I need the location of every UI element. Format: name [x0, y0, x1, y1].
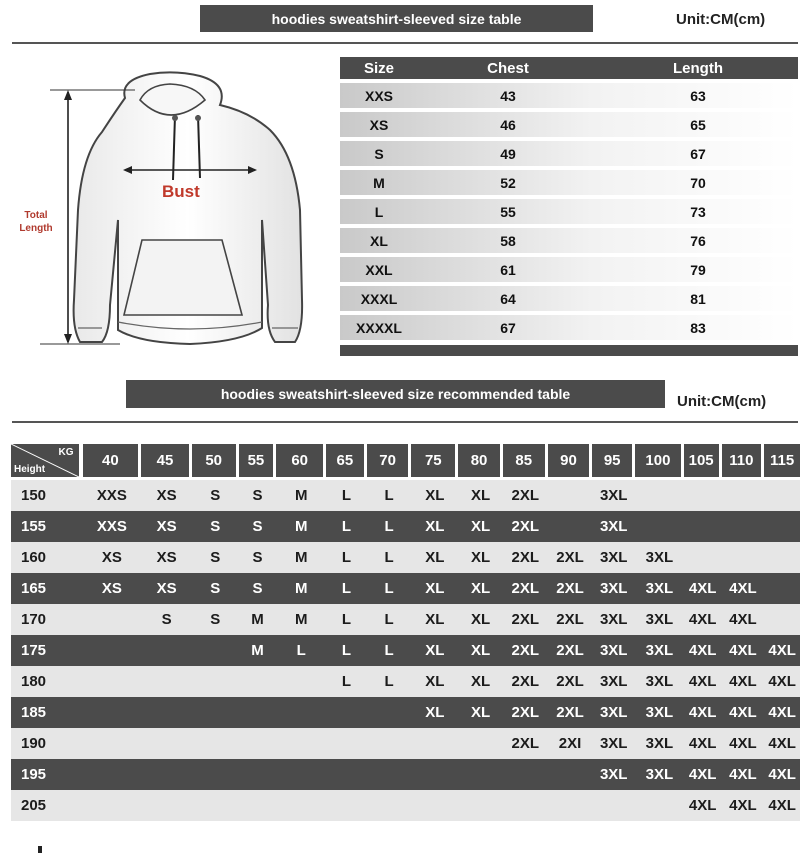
size-recommendation-cell: XS — [101, 580, 122, 597]
size-recommendation-cell: XL — [425, 518, 445, 535]
size-recommendation-cell: 3XL — [645, 611, 674, 628]
size-recommendation-cell: 3XL — [599, 518, 628, 535]
header-chest: Chest — [487, 59, 529, 77]
size-chart-row — [340, 286, 798, 311]
height-cell: 190 — [21, 735, 47, 752]
size-recommendation-cell: 3XL — [599, 673, 628, 690]
size-recommendation-cell: L — [341, 642, 351, 659]
size-recommendation-cell: 2XL — [511, 673, 540, 690]
length-cell: 83 — [690, 319, 706, 336]
recommended-table-row — [11, 511, 800, 542]
height-cell: 150 — [21, 487, 47, 504]
weight-header-cell: 85 — [503, 444, 545, 477]
size-recommendation-cell: 4XL — [688, 797, 717, 814]
weight-header-cell: 75 — [411, 444, 455, 477]
size-recommendation-cell: 2XL — [511, 549, 540, 566]
size-recommendation-cell: 4XL — [688, 673, 717, 690]
size-recommendation-cell: 2XL — [556, 642, 584, 659]
size-recommendation-cell: XL — [425, 642, 445, 659]
height-cell: 170 — [21, 611, 47, 628]
chest-cell: 49 — [500, 145, 516, 162]
chest-cell: 52 — [500, 174, 516, 191]
size-recommendation-cell: XXS — [96, 518, 127, 535]
size-recommendation-cell: 4XL — [768, 642, 796, 659]
size-recommendation-cell: S — [252, 549, 263, 566]
size-recommendation-cell: XL — [470, 642, 491, 659]
size-recommendation-cell: L — [384, 611, 394, 628]
size-recommendation-cell: S — [252, 487, 263, 504]
size-recommendation-cell: S — [210, 518, 221, 535]
header-length: Length — [673, 59, 723, 77]
size-recommendation-cell: XS — [156, 518, 177, 535]
size-recommendation-cell: 3XL — [599, 580, 628, 597]
size-recommendation-cell: XS — [156, 487, 177, 504]
size-recommendation-cell: L — [384, 580, 394, 597]
weight-header-cell: 110 — [722, 444, 762, 477]
weight-header-cell: 90 — [548, 444, 590, 477]
weight-header-cell: 80 — [458, 444, 500, 477]
recommended-table-row — [11, 790, 800, 821]
size-cell: XS — [369, 116, 389, 133]
size-chart-row — [340, 141, 798, 166]
size-recommendation-cell: M — [294, 518, 308, 535]
chest-cell: 61 — [500, 261, 516, 278]
size-chart-row — [340, 199, 798, 224]
chest-cell: 58 — [500, 232, 516, 249]
size-recommendation-cell: 4XL — [688, 611, 717, 628]
weight-header-cell: 40 — [83, 444, 139, 477]
size-recommendation-cell: 4XL — [768, 797, 796, 814]
size-recommendation-cell: M — [294, 549, 308, 566]
bust-label: Bust — [162, 182, 200, 201]
height-cell: 175 — [21, 642, 47, 659]
size-table-title-text: hoodies sweatshirt-sleeved size table — [271, 10, 522, 27]
size-recommendation-cell: 4XL — [729, 766, 757, 783]
top-divider — [12, 42, 798, 44]
size-cell: L — [374, 203, 384, 220]
length-cell: 65 — [690, 116, 706, 133]
size-recommendation-cell: S — [210, 580, 221, 597]
size-recommendation-cell: 2XL — [511, 735, 540, 752]
size-recommendation-cell: XL — [470, 704, 491, 721]
size-recommendation-cell: L — [341, 673, 351, 690]
recommended-table-row — [11, 666, 800, 697]
size-recommendation-cell: XS — [156, 549, 177, 566]
size-recommendation-cell: 2XI — [558, 735, 582, 752]
size-table-title — [200, 5, 593, 32]
size-recommendation-cell: M — [251, 642, 264, 659]
size-chart-footer-bar — [340, 345, 798, 356]
chest-cell: 43 — [500, 87, 516, 104]
height-cell: 195 — [21, 766, 47, 783]
recommended-table-header — [11, 444, 800, 477]
size-recommendation-cell: 3XL — [599, 642, 628, 659]
length-cell: 81 — [690, 290, 706, 307]
size-recommendation-cell: S — [252, 518, 263, 535]
recommended-table-row — [11, 480, 800, 511]
size-recommendation-cell: 2XL — [556, 611, 584, 628]
size-recommendation-cell: 4XL — [729, 797, 757, 814]
size-recommendation-cell: 4XL — [768, 704, 796, 721]
size-recommendation-cell: L — [384, 518, 394, 535]
corner-height-label: Height — [14, 464, 46, 475]
size-cell: XXXL — [360, 290, 398, 307]
size-recommendation-cell: XL — [470, 580, 491, 597]
total-length-label-line1: Total — [24, 210, 48, 221]
total-length-label-line2: Length — [19, 223, 53, 234]
size-cell: XXS — [364, 87, 393, 104]
size-recommendation-cell: 3XL — [599, 487, 628, 504]
height-cell: 155 — [21, 518, 47, 535]
size-recommendation-cell: 2XL — [556, 580, 584, 597]
size-recommendation-cell: 3XL — [645, 735, 674, 752]
size-recommendation-cell: XL — [425, 611, 445, 628]
size-cell: M — [373, 174, 385, 191]
size-chart-row — [340, 112, 798, 137]
size-recommendation-cell: XXS — [96, 487, 127, 504]
height-cell: 185 — [21, 704, 47, 721]
size-recommendation-cell: 3XL — [645, 766, 674, 783]
size-recommendation-cell: 4XL — [688, 704, 717, 721]
size-recommendation-cell: 4XL — [768, 766, 796, 783]
decorative-dot — [38, 846, 42, 853]
length-cell: 73 — [690, 203, 706, 220]
weight-header-cell: 115 — [764, 444, 800, 477]
height-cell: 205 — [21, 797, 47, 814]
size-cell: XXL — [365, 261, 393, 278]
size-recommendation-cell: L — [296, 642, 306, 659]
recommended-table-row — [11, 604, 800, 635]
size-recommendation-cell: 4XL — [729, 642, 757, 659]
recommended-table-unit: Unit:CM(cm) — [677, 393, 767, 410]
size-recommendation-cell: L — [341, 611, 351, 628]
size-recommendation-cell: XL — [470, 518, 491, 535]
recommended-table-row — [11, 728, 800, 759]
size-recommendation-cell: XL — [425, 673, 445, 690]
size-chart-row — [340, 228, 798, 253]
size-recommendation-cell: S — [210, 487, 221, 504]
size-recommendation-cell: 4XL — [729, 735, 757, 752]
size-recommendation-cell: S — [210, 611, 221, 628]
size-recommendation-cell: 2XL — [511, 704, 540, 721]
size-recommendation-cell: L — [341, 549, 351, 566]
size-recommendation-cell: 3XL — [599, 766, 628, 783]
size-table-unit: Unit:CM(cm) — [676, 11, 766, 28]
weight-header-cell: 95 — [592, 444, 632, 477]
size-chart-body — [340, 83, 798, 340]
length-cell: 70 — [690, 174, 706, 191]
height-cell: 165 — [21, 580, 47, 597]
size-recommendation-cell: 2XL — [511, 611, 540, 628]
middle-divider — [12, 421, 798, 423]
size-chart-header — [340, 57, 798, 79]
recommended-table-row — [11, 635, 800, 666]
size-cell: S — [374, 145, 384, 162]
size-recommendation-cell: L — [384, 487, 394, 504]
size-recommendation-cell: 4XL — [688, 580, 717, 597]
size-recommendation-cell: 4XL — [688, 735, 717, 752]
size-recommendation-cell: XS — [101, 549, 122, 566]
length-cell: 79 — [690, 261, 706, 278]
length-cell: 67 — [690, 145, 706, 162]
size-recommendation-cell: 2XL — [556, 549, 584, 566]
weight-header-cell: 60 — [276, 444, 323, 477]
weight-header-cell: 55 — [239, 444, 274, 477]
length-cell: 63 — [690, 87, 706, 104]
size-recommendation-cell: 2XL — [511, 518, 540, 535]
size-recommendation-cell: 3XL — [645, 642, 674, 659]
recommended-table-row — [11, 759, 800, 790]
length-cell: 76 — [690, 232, 706, 249]
total-length-label — [12, 209, 60, 235]
chest-cell: 46 — [500, 116, 516, 133]
size-recommendation-cell: 4XL — [729, 673, 757, 690]
size-recommendation-cell: XL — [425, 580, 445, 597]
size-recommendation-cell: 4XL — [688, 642, 717, 659]
size-recommendation-cell: 4XL — [729, 611, 757, 628]
size-recommendation-cell: M — [294, 580, 308, 597]
size-recommendation-cell: 3XL — [599, 735, 628, 752]
size-recommendation-cell: M — [251, 611, 264, 628]
weight-header-cell: 100 — [635, 444, 681, 477]
size-recommendation-cell: 2XL — [556, 704, 584, 721]
recommended-table-row — [11, 573, 800, 604]
size-recommendation-cell: 3XL — [599, 704, 628, 721]
size-cell: XL — [370, 232, 388, 249]
size-chart-row — [340, 257, 798, 282]
weight-header-cell: 50 — [192, 444, 236, 477]
header-size: Size — [363, 59, 394, 77]
size-recommendation-cell: 4XL — [768, 735, 796, 752]
chest-cell: 67 — [500, 319, 516, 336]
size-recommendation-cell: L — [384, 642, 394, 659]
size-recommendation-cell: 2XL — [511, 487, 540, 504]
size-recommendation-cell: XL — [470, 549, 491, 566]
size-recommendation-cell: 3XL — [599, 549, 628, 566]
size-recommendation-cell: M — [294, 611, 308, 628]
hoodie-measurement-diagram — [10, 60, 330, 365]
size-recommendation-cell: 4XL — [729, 704, 757, 721]
size-recommendation-cell: L — [341, 580, 351, 597]
chest-cell: 55 — [500, 203, 516, 220]
size-recommendation-cell: 2XL — [511, 642, 540, 659]
size-recommendation-cell: L — [384, 549, 394, 566]
weight-header-cell: 65 — [326, 444, 364, 477]
size-recommendation-cell: XL — [470, 487, 491, 504]
size-recommendation-cell: XL — [425, 549, 445, 566]
size-recommendation-cell: 3XL — [645, 673, 674, 690]
size-chart-table — [340, 57, 798, 356]
size-recommendation-cell: 3XL — [645, 704, 674, 721]
size-chart-row — [340, 170, 798, 195]
height-cell: 180 — [21, 673, 47, 690]
corner-cell — [11, 444, 79, 477]
recommended-size-table — [11, 444, 800, 821]
corner-kg-label: KG — [58, 447, 74, 458]
size-recommendation-cell: M — [294, 487, 308, 504]
size-recommendation-cell: 4XL — [768, 673, 796, 690]
size-chart-row — [340, 83, 798, 108]
recommended-table-title-text: hoodies sweatshirt-sleeved size recommended table — [220, 386, 571, 402]
weight-header-cell: 70 — [367, 444, 409, 477]
size-recommendation-cell: S — [252, 580, 263, 597]
recommended-table-row — [11, 542, 800, 573]
height-cell: 160 — [21, 549, 47, 566]
recommended-table-row — [11, 697, 800, 728]
size-recommendation-cell: 2XL — [556, 673, 584, 690]
size-recommendation-cell: L — [384, 673, 394, 690]
size-recommendation-cell: L — [341, 518, 351, 535]
size-recommendation-cell: XS — [156, 580, 177, 597]
size-recommendation-cell: 2XL — [511, 580, 540, 597]
size-recommendation-cell: XL — [470, 611, 491, 628]
size-recommendation-cell: 4XL — [729, 580, 757, 597]
weight-header-cell: 45 — [141, 444, 189, 477]
size-recommendation-cell: 3XL — [645, 580, 674, 597]
chest-cell: 64 — [500, 290, 516, 307]
recommended-table-body — [11, 480, 800, 821]
size-recommendation-cell: XL — [425, 704, 445, 721]
weight-header-cell: 105 — [684, 444, 719, 477]
size-chart-row — [340, 315, 798, 340]
size-recommendation-cell: 4XL — [688, 766, 717, 783]
size-recommendation-cell: XL — [470, 673, 491, 690]
size-recommendation-cell: XL — [425, 487, 445, 504]
recommended-table-title — [126, 380, 665, 408]
size-recommendation-cell: 3XL — [645, 549, 674, 566]
size-cell: XXXXL — [356, 319, 402, 336]
size-recommendation-cell: S — [161, 611, 172, 628]
size-recommendation-cell: 3XL — [599, 611, 628, 628]
size-recommendation-cell: S — [210, 549, 221, 566]
size-recommendation-cell: L — [341, 487, 351, 504]
